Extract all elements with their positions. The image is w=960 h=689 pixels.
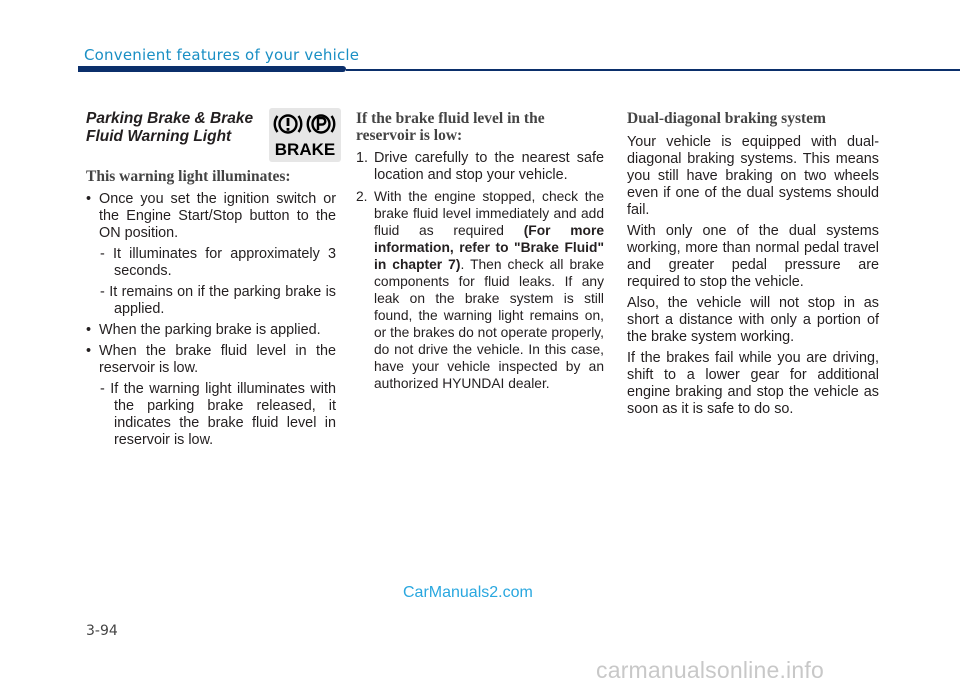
paragraph: Also, the vehicle will not stop in as short a distance with only a portion of the brake system working. — [627, 295, 879, 345]
paragraph: With only one of the dual systems working, more than normal pedal travel and greater pedal pressure are required to stop the vehicle. — [627, 223, 879, 290]
paragraph: Your vehicle is equipped with dual-diagonal braking systems. This means you still have braking on two wheels even if one of the dual systems should fail. — [627, 134, 879, 218]
list-text: With the engine stopped, check the brake fluid level immediately and add fluid as required — [374, 189, 604, 238]
list-item: • When the brake fluid level in the reservoir is low. — [86, 343, 336, 377]
section-title: Convenient features of your vehicle — [84, 46, 360, 64]
column-warning-light — [86, 110, 336, 449]
list-text: . Then check all brake components for fluid leaks. If any leak on the brake system is still found, the warning light remains on, or the brakes do not operate properly, do not drive the vehicle. In this case, have your vehicle inspected by an authorized HYUNDAI dealer. — [374, 257, 604, 391]
column-dual-diagonal — [627, 110, 879, 418]
list-item — [356, 188, 604, 392]
list-item — [356, 150, 604, 184]
column-fluid-low — [356, 110, 604, 392]
list-text: Drive carefully to the nearest safe location and stop your vehicle. — [374, 150, 604, 183]
header-bar — [78, 66, 346, 72]
brake-icon-label: BRAKE — [274, 140, 336, 159]
cross-reference: (For more information, refer to "Brake Fluid" in chapter 7) — [374, 223, 604, 272]
bottom-watermark: carmanualsonline.info — [596, 657, 824, 683]
list-number: 2. — [356, 189, 368, 204]
watermark-link[interactable]: CarManuals2.com — [403, 584, 533, 601]
brake-warning-icon — [269, 108, 341, 162]
paragraph: If the brakes fail while you are driving, shift to a lower gear for additional engine braking and stop the vehicle as soon as it is safe to do so. — [627, 350, 879, 417]
page-number: 3-94 — [86, 623, 118, 639]
list-number: 1. — [356, 150, 369, 166]
fluid-low-heading: If the brake fluid level in the reservoir is low: — [356, 110, 545, 144]
dual-diagonal-heading: Dual-diagonal braking system — [627, 110, 826, 127]
list-item: • When the parking brake is applied. — [86, 322, 336, 339]
header-rule — [346, 69, 960, 71]
list-subitem: - It remains on if the parking brake is applied. — [100, 284, 336, 317]
list-subitem: - It illuminates for approximately 3 seconds. — [100, 246, 336, 279]
list-item: • Once you set the ignition switch or the Engine Start/Stop button to the ON position. — [86, 191, 336, 242]
warning-light-title: Parking Brake & Brake Fluid Warning Light — [86, 110, 254, 145]
illuminates-heading: This warning light illuminates: — [86, 168, 291, 185]
list-subitem: - If the warning light illuminates with the parking brake released, it indicates the brake fluid level in reservoir is low. — [100, 381, 336, 448]
